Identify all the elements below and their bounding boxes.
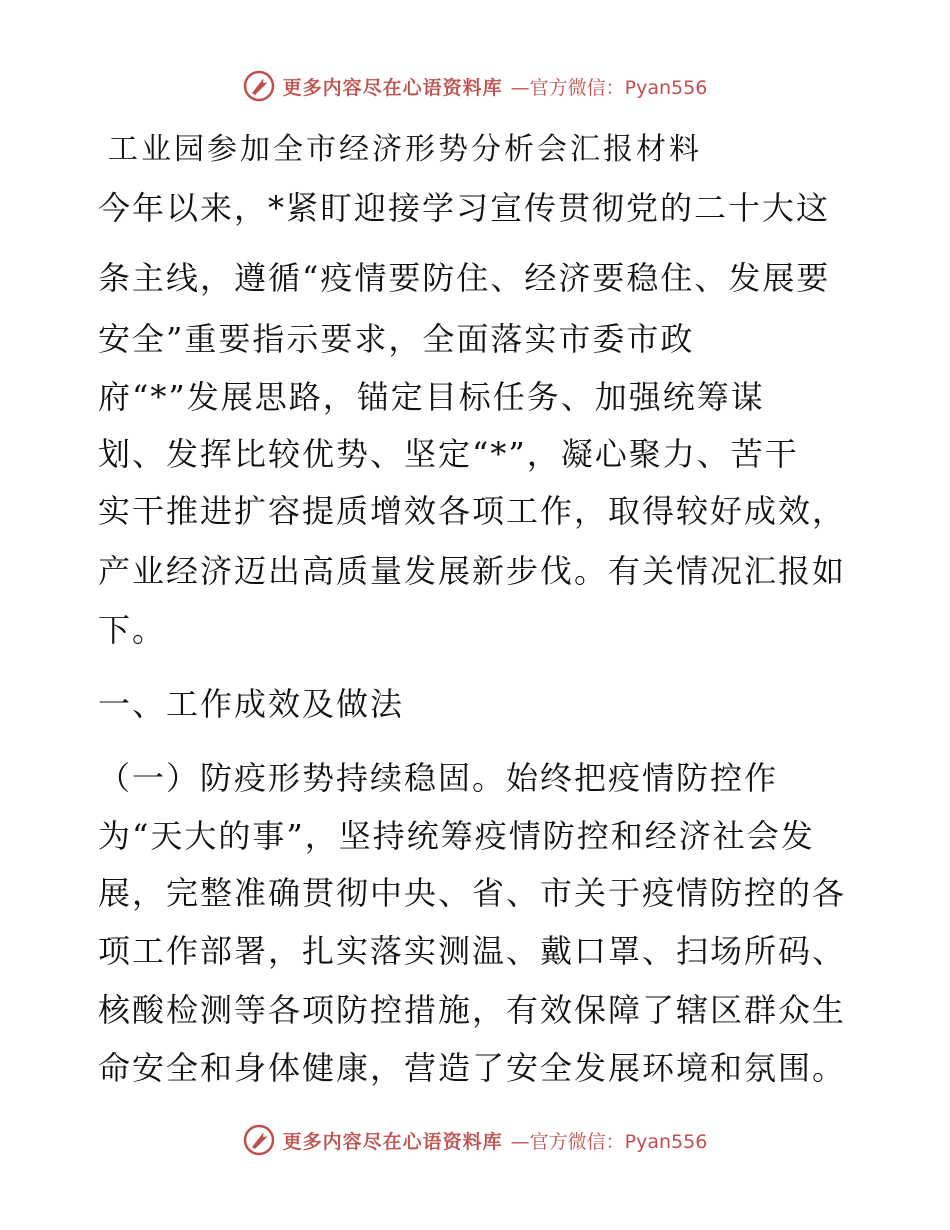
watermark-contact-text: —官方微信：Pyan556 [510, 76, 708, 99]
watermark-banner-top [0, 70, 950, 102]
body-line: 命安全和身体健康，营造了安全发展环境和氛围。 [98, 1049, 847, 1087]
section-heading: 一、工作成效及做法 [98, 685, 405, 723]
pen-nib-logo-icon [243, 70, 275, 102]
body-line: 产业经济迈出高质量发展新步伐。有关情况汇报如 [98, 552, 847, 590]
body-line: 展，完整准确贯彻中央、省、市关于疫情防控的各 [98, 874, 847, 912]
watermark-brand-text: 更多内容尽在心语资料库 [282, 1130, 503, 1153]
watermark-banner-bottom [0, 1124, 950, 1156]
body-line: 下。 [98, 611, 167, 649]
document-title: 工业园参加全市经济形势分析会汇报材料 [108, 132, 702, 167]
body-line: 为“天大的事”，坚持统筹疫情防控和经济社会发 [98, 817, 815, 855]
body-line: 今年以来，*紧盯迎接学习宣传贯彻党的二十大这 [98, 189, 831, 227]
body-line: 划、发挥比较优势、坚定“*”，凝心聚力、苦干 [98, 435, 799, 473]
body-line: 实干推进扩容提质增效各项工作，取得较好成效， [98, 492, 847, 530]
body-line: 安全”重要指示要求，全面落实市委市政 [98, 320, 695, 358]
pen-nib-logo-icon [243, 1124, 275, 1156]
body-line: 条主线，遵循“疫情要防住、经济要稳住、发展要 [98, 259, 831, 297]
body-line: （一）防疫形势持续稳固。始终把疫情防控作 [98, 759, 779, 797]
body-line: 府“*”发展思路，锚定目标任务、加强统筹谋 [98, 378, 765, 416]
body-line: 项工作部署，扎实落实测温、戴口罩、扫场所码、 [98, 932, 847, 970]
watermark-contact-text: —官方微信：Pyan556 [510, 1130, 708, 1153]
watermark-brand-text: 更多内容尽在心语资料库 [282, 76, 503, 99]
body-line: 核酸检测等各项防控措施，有效保障了辖区群众生 [98, 991, 847, 1029]
